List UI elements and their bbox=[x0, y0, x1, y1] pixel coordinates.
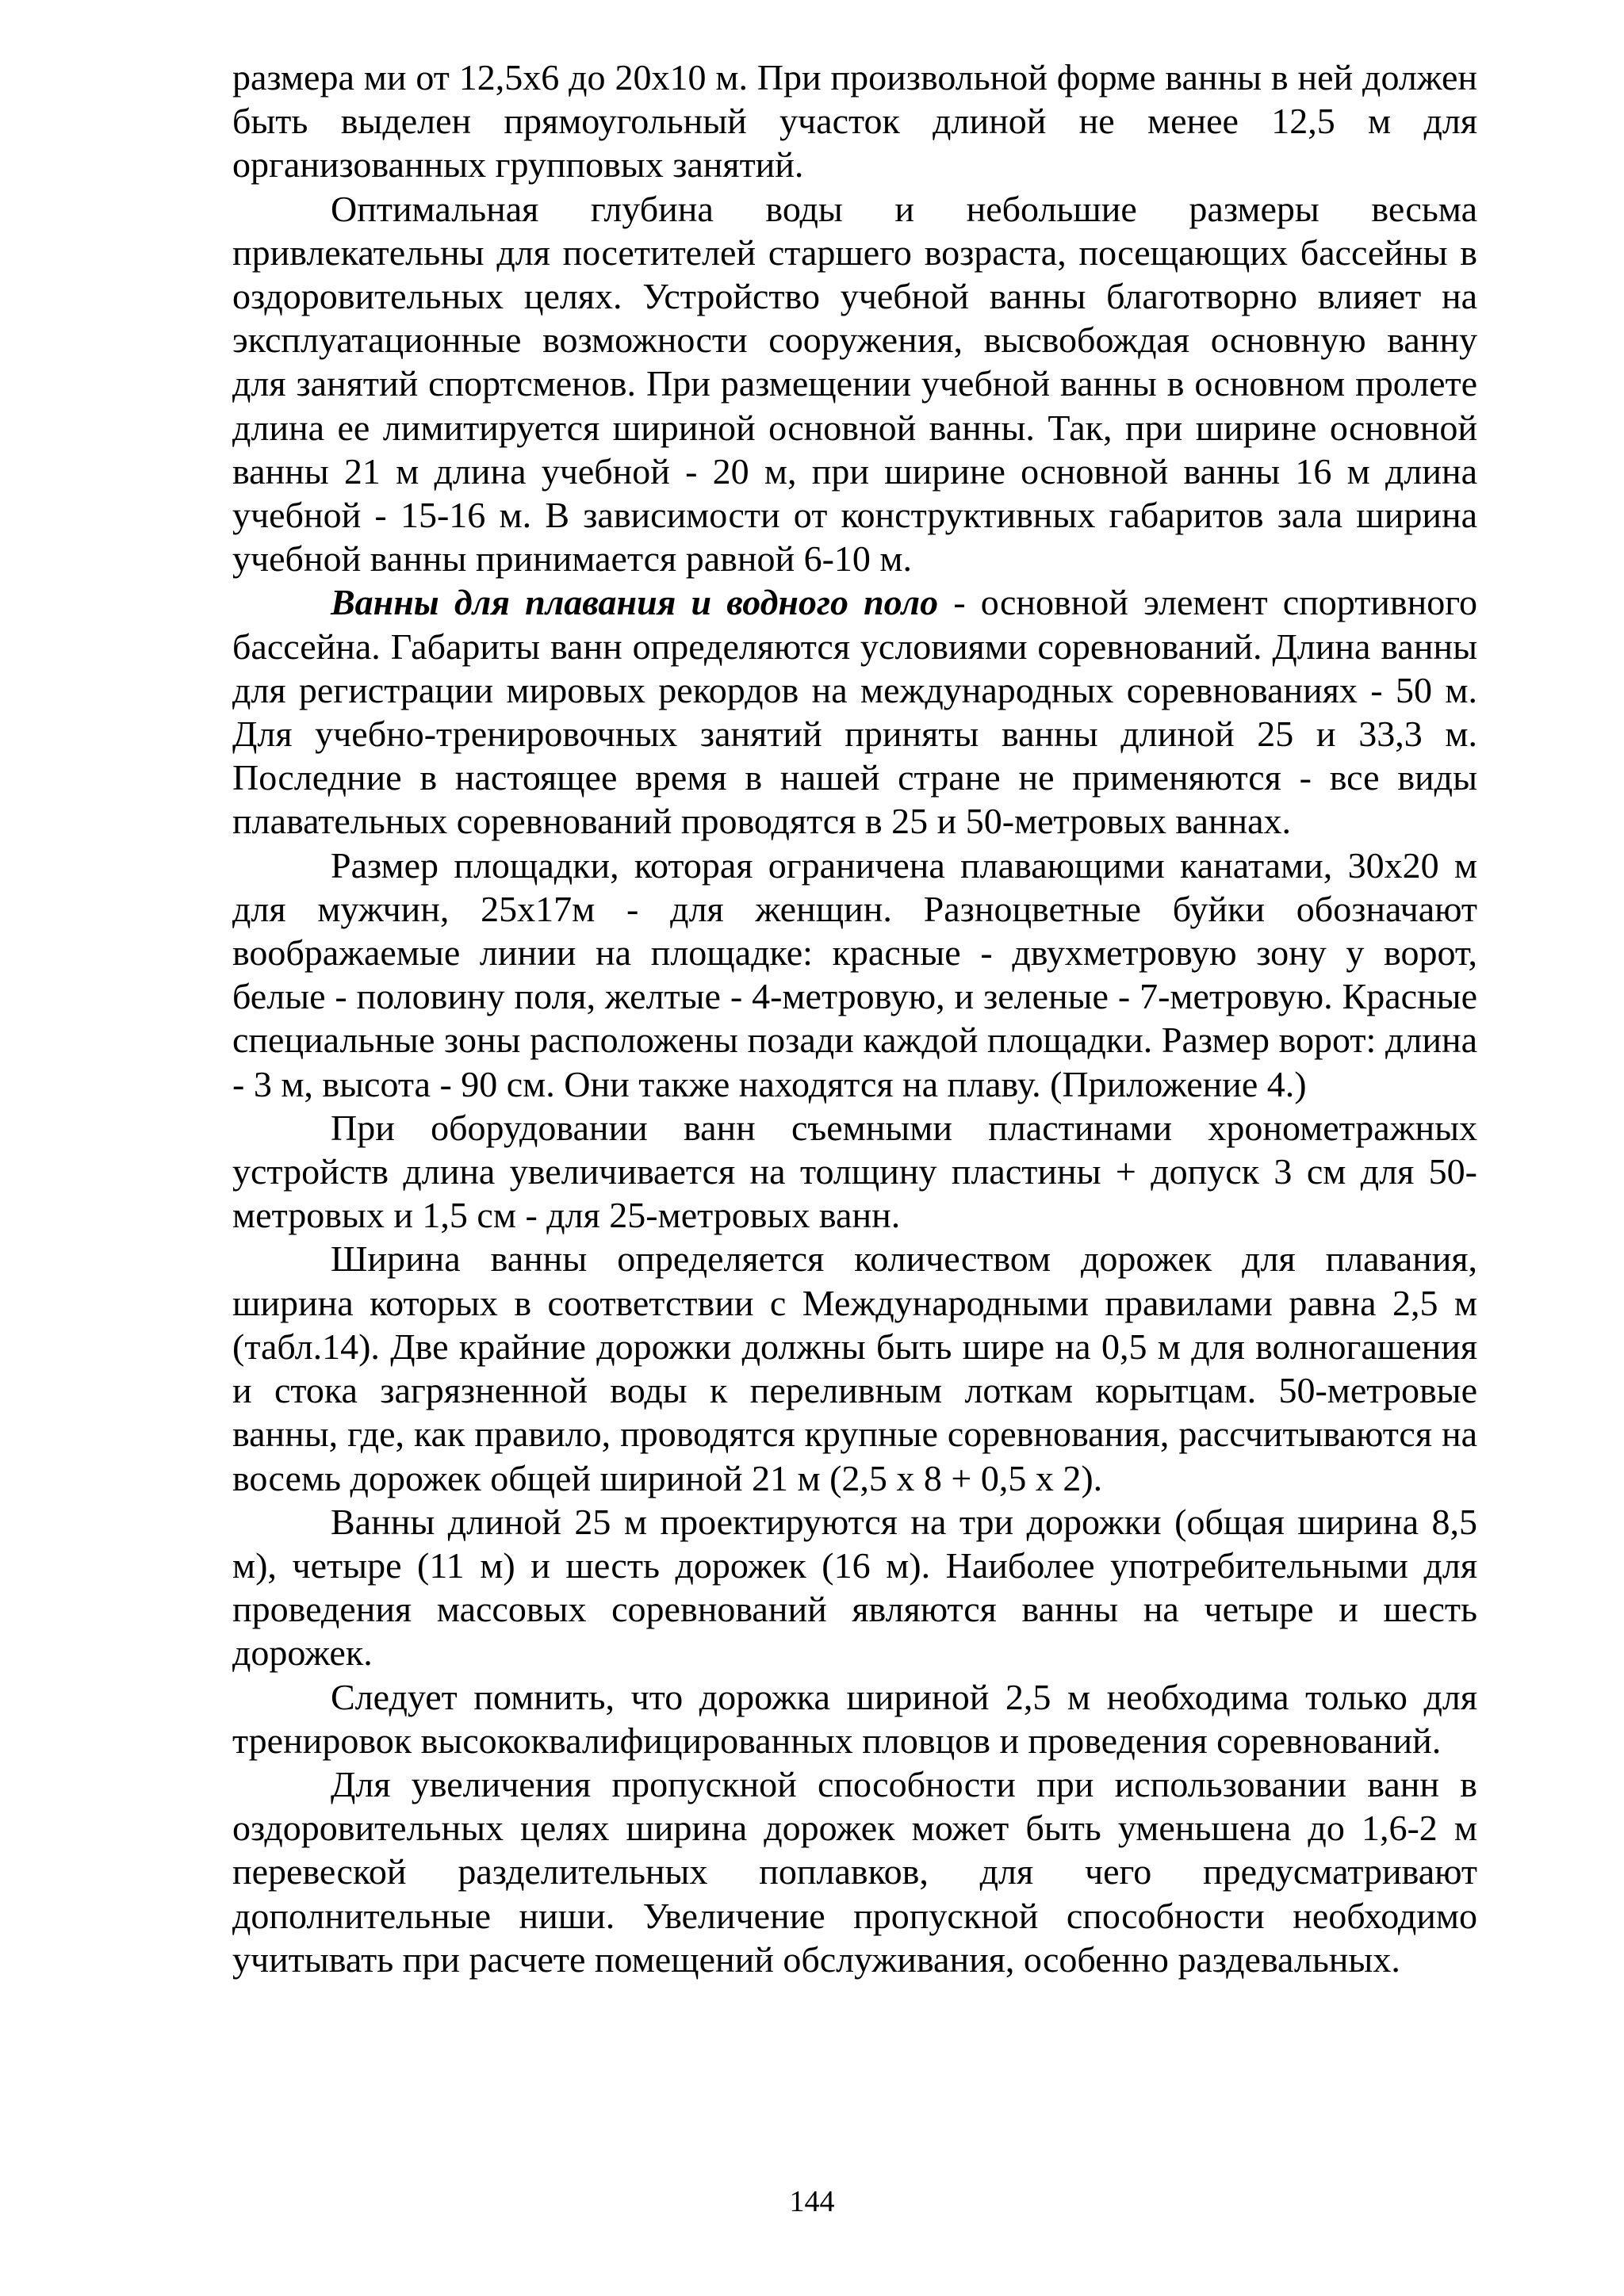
paragraph-8: Следует помнить, что дорожка шириной 2,5 м необходима только для тренировок высококвалифицированных пловцов и проведения соревнований. bbox=[232, 1676, 1477, 1761]
paragraph-5: При оборудовании ванн съемными пластинами хронометражных устройств длина увеличивается на толщину пластины + допуск 3 см для 50-метровых и 1,5 см - для 25-метровых ванн. bbox=[232, 1107, 1477, 1236]
paragraph-1: размера ми от 12,5х6 до 20х10 м. При произвольной форме ванны в ней должен быть выделен прямоугольный участок длиной не менее 12,5 м для организованных групповых занятий. bbox=[232, 57, 1477, 186]
paragraph-9: Для увеличения пропускной способности при использовании ванн в оздоровительных целях ширина дорожек может быть уменьшена до 1,6-2 м перевеской разделительных поплавков, для чего предусматривают дополнительные ниши. Увеличение пропускной способности необходимо учитывать при расчете помещений обслуживания, особенно раздевальных. bbox=[232, 1763, 1477, 1980]
paragraph-7: Ванны длиной 25 м проектируются на три дорожки (общая ширина 8,5 м), четыре (11 м) и шесть дорожек (16 м). Наиболее употребительными для проведения массовых соревнований являются ванны на четыре и шесть дорожек. bbox=[232, 1501, 1477, 1674]
document-body bbox=[232, 55, 1477, 1981]
paragraph-3-text: - основной элемент спортивного бассейна. Габариты ванн определяются условиями соревнований. Длина ванны для регистрации мировых рекордов на международных соревнованиях - 50 м. Для учебно-тренировочных занятий приняты ванны длиной 25 и 33,3 м. Последние в настоящее время в нашей стране не применяются - все виды плавательных соревнований проводятся в 25 и 50-метровых ваннах. bbox=[232, 582, 1477, 842]
paragraph-2: Оптимальная глубина воды и небольшие размеры весьма привлекательны для посетителей старшего возраста, посещающих бассейны в оздоровительных целях. Устройство учебной ванны благотворно влияет на эксплуатационные возможности сооружения, высвобождая основную ванну для занятий спортсменов. При размещении учебной ванны в основном пролете длина ее лимитируется шириной основной ванны. Так, при ширине основной ванны 21 м длина учебной - 20 м, при ширине основной ванны 16 м длина учебной - 15-16 м. В зависимости от конструктивных габаритов зала ширина учебной ванны принимается равной 6-10 м. bbox=[232, 188, 1477, 580]
page-number: 144 bbox=[789, 2185, 835, 2218]
term-heading: Ванны для плавания и водного поло bbox=[331, 582, 939, 623]
paragraph-3 bbox=[232, 580, 1477, 843]
paragraph-4: Размер площадки, которая ограничена плавающими канатами, 30х20 м для мужчин, 25х17м - для женщин. Разноцветные буйки обозначают воображаемые линии на площадке: красные - двухметровую зону у ворот, белые - половину поля, желтые - 4-метровую, и зеленые - 7-метровую. Красные специальные зоны расположены позади каждой площадки. Размер ворот: длина - 3 м, высота - 90 см. Они также находятся на плаву. (Приложение 4.) bbox=[232, 844, 1477, 1104]
paragraph-6: Ширина ванны определяется количеством дорожек для плавания, ширина которых в соответствии с Международными правилами равна 2,5 м (табл.14). Две крайние дорожки должны быть шире на 0,5 м для волногашения и стока загрязненной воды к переливным лоткам корытцам. 50-метровые ванны, где, как правило, проводятся крупные соревнования, рассчитываются на восемь дорожек общей шириной 21 м (2,5 х 8 + 0,5 х 2). bbox=[232, 1238, 1477, 1498]
